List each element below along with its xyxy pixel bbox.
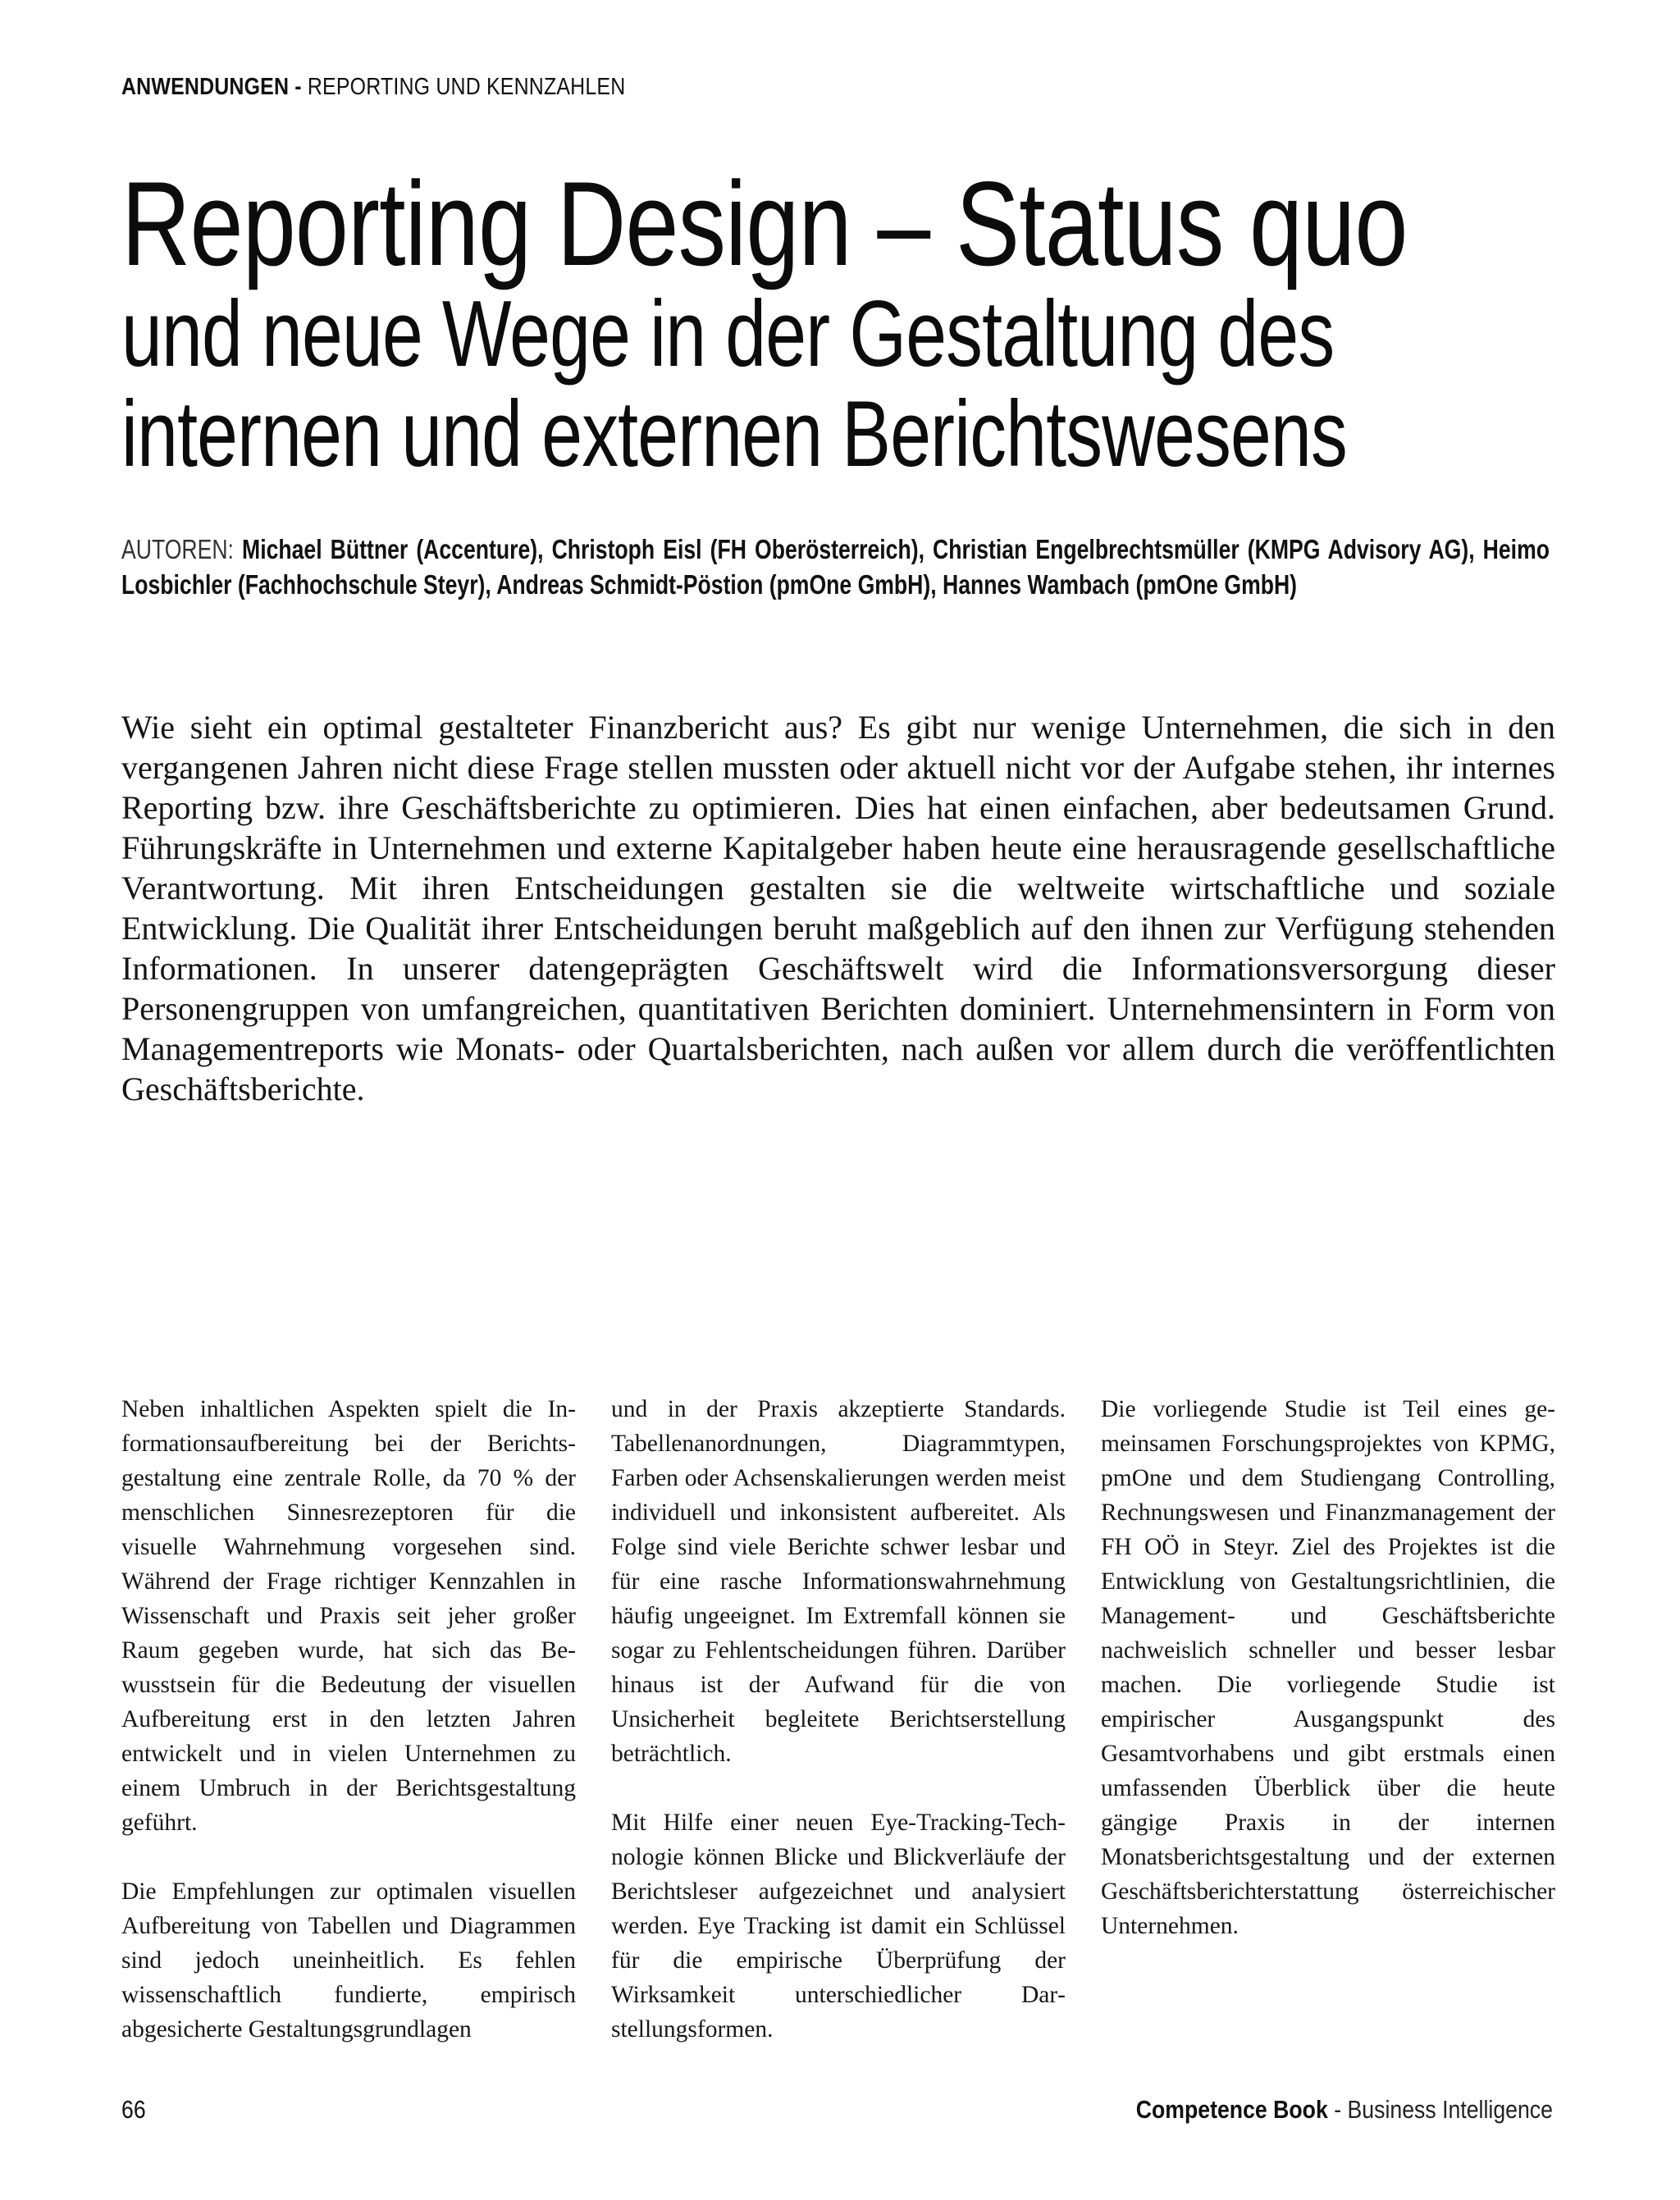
section-kicker: [121, 74, 625, 101]
body-paragraph: und in der Praxis akzeptierte Standards. Tabellenanordnungen, Diagrammtypen, Farben oder Achsenskalierungen werden meist individuell und inkonsistent aufbereitet. Als Folge sind viele Berichte schwer lesbar und für eine rasche Informationswahrnehmung häufig ungeeignet. Im Extremfall können sie sogar zu Fehlentscheidungen führen. Darüber hinaus ist der Aufwand für die von Unsicherheit begleitete Berichtserstellung beträchtlich.: [611, 1396, 1066, 1767]
body-paragraph: Die Empfehlungen zur optimalen visuellen Aufbereitung von Tabellen und Diagrammen sind jedoch uneinheitlich. Es fehlen wissenschaftlich fundierte, empirisch abgesicherte Gestaltungsgrundlagen: [121, 1878, 576, 2043]
author-list: [121, 532, 1550, 602]
subsection-label: REPORTING UND KENNZAHLEN: [307, 74, 626, 100]
authors-label: AUTOREN:: [121, 534, 234, 564]
publication-topic: Business Intelligence: [1347, 2095, 1553, 2124]
column-2: [611, 1392, 1066, 2081]
section-label: ANWENDUNGEN -: [121, 74, 302, 100]
body-columns: [121, 1392, 1555, 2081]
lead-paragraph: Wie sieht ein optimal gestalteter Finanzbericht aus? Es gibt nur wenige Unternehmen, die sich in den vergangenen Jahren nicht diese Frage stellen mussten oder aktuell nicht vor der Aufgabe stehen, ihr internes Reporting bzw. ihre Geschäftsberichte zu optimieren. Dies hat einen einfachen, aber bedeutsamen Grund. Führungskräfte in Unternehmen und externe Kapitalgeber haben heute eine herausragende gesellschaftliche Verantwortung. Mit ihren Entscheidungen gestalten sie die weltweite wirtschaftliche und soziale Entwicklung. Die Qualität ihrer Entscheidungen beruht maßgeblich auf den ihnen zur Verfügung stehenden Informationen. In unserer datengeprägten Geschäftswelt wird die Informationsversorgung dieser Personengruppen von umfangreichen, quantitativen Berichten dominiert. Unternehmensintern in Form von Managementreports wie Monats- oder Quartalsberichten, nach außen vor allem durch die veröffentlichten Geschäftsberichte.: [121, 709, 1555, 1107]
page-number: 66: [121, 2095, 146, 2124]
title-line-3: internen und externen Berichtswesens: [121, 382, 1347, 486]
publication-name: Competence Book: [1135, 2095, 1328, 2124]
body-paragraph: Neben inhaltlichen Aspekten spielt die Informationsaufbereitung bei der Berichtsgestaltung eine zentrale Rolle, da 70 % der menschlichen Sinnesrezeptoren für die visuelle Wahrnehmung vorgesehen sind. Während der Frage richtiger Kennzahlen in Wissenschaft und Praxis seit jeher großer Raum gegeben wurde, hat sich das Bewusstsein für die Bedeutung der visuellen Aufbereitung erst in den letzten Jahren entwickelt und in vielen Unternehmen zu einem Umbruch in der Berichtsgestaltung geführt.: [121, 1396, 576, 1836]
article-title: [121, 157, 1549, 486]
publication-footer: [1136, 2095, 1553, 2125]
footer-separator: -: [1327, 2095, 1348, 2124]
title-line-2: und neue Wege in der Gestaltung des: [121, 282, 1335, 386]
body-paragraph: Mit Hilfe einer neuen Eye-Tracking-Technologie können Blicke und Blickverläufe der Berichtsleser aufgezeichnet und analysiert werden. Eye Tracking ist damit ein Schlüssel für die empirische Überprüfung der Wirksamkeit unterschiedlicher Darstellungsformen.: [611, 1810, 1066, 2043]
title-line-1: Reporting Design – Status quo: [121, 157, 1408, 290]
column-3: [1101, 1392, 1555, 2081]
body-paragraph: Die vorliegende Studie ist Teil eines gemeinsamen Forschungsprojektes von KPMG, pmOne und dem Studiengang Controlling, Rechnungswesen und Finanzmanagement der FH OÖ in Steyr. Ziel des Projektes ist die Entwicklung von Gestaltungsrichtlinien, die Management- und Geschäftsberichte nachweislich schneller und besser lesbar machen. Die vorliegende Studie ist empirischer Ausgangspunkt des Gesamtvorhabens und gibt erstmals einen umfassenden Überblick über die heute gängige Praxis in der internen Monatsberichtsgestaltung und der externen Geschäftsberichterstattung österreichischer Unternehmen.: [1101, 1396, 1555, 1939]
authors-names: Michael Büttner (Accenture), Christoph Eisl (FH Oberösterreich), Christian Engelbrechtsmüller (KMPG Advisory AG), Heimo Losbichler (Fachhochschule Steyr), Andreas Schmidt-Pöstion (pmOne GmbH), Hannes Wambach (pmOne GmbH): [121, 534, 1550, 600]
column-1: [121, 1392, 576, 2081]
